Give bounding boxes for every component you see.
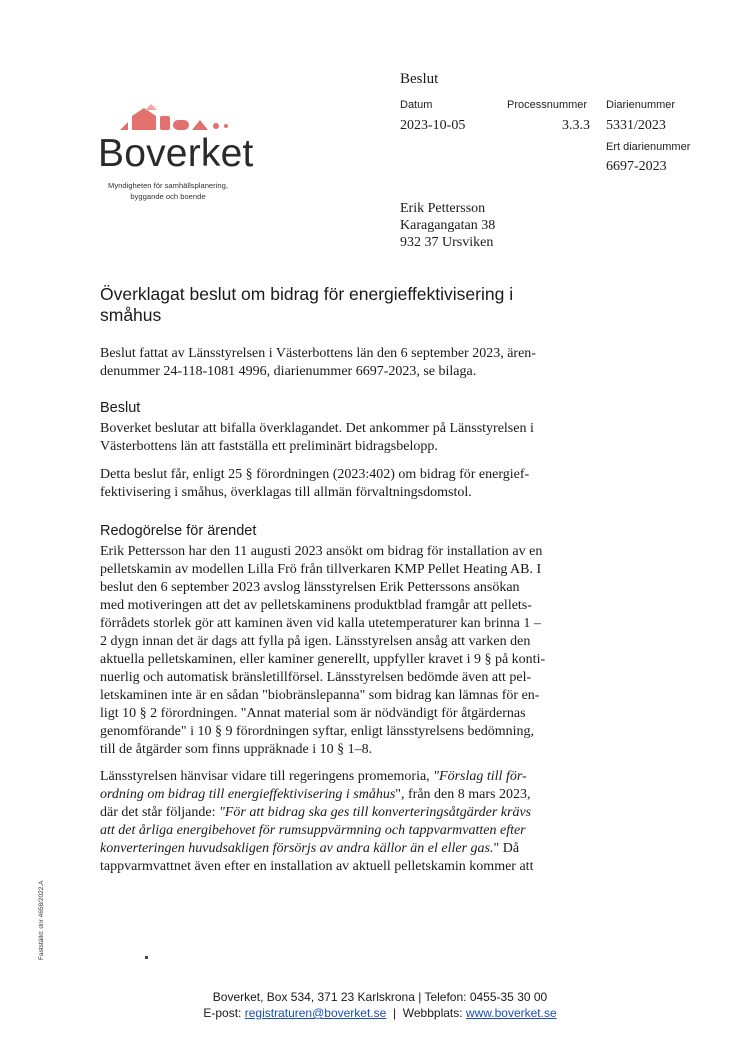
boverket-logo-graphic	[118, 96, 236, 136]
redogorelse-heading: Redogörelse för ärendet	[100, 523, 257, 539]
datum-label: Datum	[400, 99, 433, 111]
website-link[interactable]: www.boverket.se	[465, 1006, 557, 1020]
ert-diarienummer-label: Ert diarienummer	[606, 141, 691, 153]
processnummer-label: Processnummer	[507, 99, 588, 111]
redogorelse-paragraph-1: Erik Pettersson har den 11 augusti 2023 ansökt om bidrag för installation av en pelletskamin av modellen Lilla Frö från tillverkaren KMP Pellet Heating AB. I beslut den 6 september 2023 avslog länsstyrelsen Erik Petterssons ansökan med motiveringen att det av pelletskaminens produktblad framgår att pellets- förrådets storlek gör att kaminen även vid kalla utetemperaturer kan brinna 1 – 2 dygn innan det är dags att fylla på igen. Länsstyrelsen ansåg att varken den aktuella pelletskaminen, eller kaminer generellt, uppfyller kravet i 9 § på konti- nuerlig och automatisk bränsletillförsel. Länsstyrelsen bedömde även att pel- letskaminen inte är en sådan "biobränslepanna" som bidrag kan lämnas för en- ligt 10 § 2 förordningen. "Annat material som är nödvändigt för åtgärdernas genomförande" i 10 § 9 förordningen syftar, enligt länsstyrelsens bedömning, till de åtgärder som finns uppräknade i 10 § 1–8.	[100, 544, 546, 757]
processnummer-value: 3.3.3	[562, 118, 590, 133]
recipient-name: Erik Pettersson	[400, 201, 486, 216]
document-type: Beslut	[400, 71, 439, 87]
diarienummer-label: Diarienummer	[606, 99, 676, 111]
intro-paragraph: Beslut fattat av Länsstyrelsen i Västerbottens län den 6 september 2023, ären- denummer 24-118-1081 4996, diarienummer 6697-2023, se bilaga.	[100, 346, 536, 379]
stray-mark	[145, 956, 148, 959]
form-reference-side-text: Fastställd: dnr 4658/2022.A	[38, 880, 45, 960]
document-title: Överklagat beslut om bidrag för energieffektivisering i småhus	[100, 284, 514, 325]
recipient-address	[400, 200, 495, 251]
logo-wordmark: Boverket	[98, 132, 254, 175]
redogorelse-paragraph-2: Länsstyrelsen hänvisar vidare till regeringens promemoria, "Förslag till för- ordning om bidrag till energieffektivisering i småhus", från den 8 mars 2023, där det står följande: "För att bidrag ska ges till konverteringsåtgärder krävs att det årliga energibehovet för rumsuppvärmning och tappvarmvatten efter konverteringen huvudsakligen försörjs av andra källor än el eller gas." Då tappvarmvattnet även efter en installation av aktuell pelletskamin kommer att	[100, 769, 534, 874]
footer-line-2: E-post: registraturen@boverket.se | Webbplats: www.boverket.se	[203, 1006, 557, 1020]
email-link[interactable]: registraturen@boverket.se	[244, 1006, 387, 1020]
datum-value: 2023-10-05	[400, 118, 466, 133]
beslut-heading: Beslut	[100, 400, 141, 416]
beslut-paragraph-1: Boverket beslutar att bifalla överklagandet. Det ankommer på Länsstyrelsen i Västerbottens län att fastställa ett preliminärt bidragsbelopp.	[100, 421, 534, 454]
recipient-city: 932 37 Ursviken	[400, 235, 494, 250]
logo-tagline: Myndigheten för samhällsplanering, byggande och boende	[108, 181, 228, 201]
ert-diarienummer-value: 6697-2023	[606, 159, 667, 174]
recipient-street: Karagangatan 38	[400, 218, 496, 233]
beslut-paragraph-2: Detta beslut får, enligt 25 § förordningen (2023:402) om bidrag för energief- fektivisering i småhus, överklagas till allmän förvaltningsdomstol.	[100, 467, 530, 500]
diarienummer-value: 5331/2023	[606, 118, 666, 133]
footer-line-1: Boverket, Box 534, 371 23 Karlskrona | Telefon: 0455-35 30 00	[212, 990, 548, 1004]
